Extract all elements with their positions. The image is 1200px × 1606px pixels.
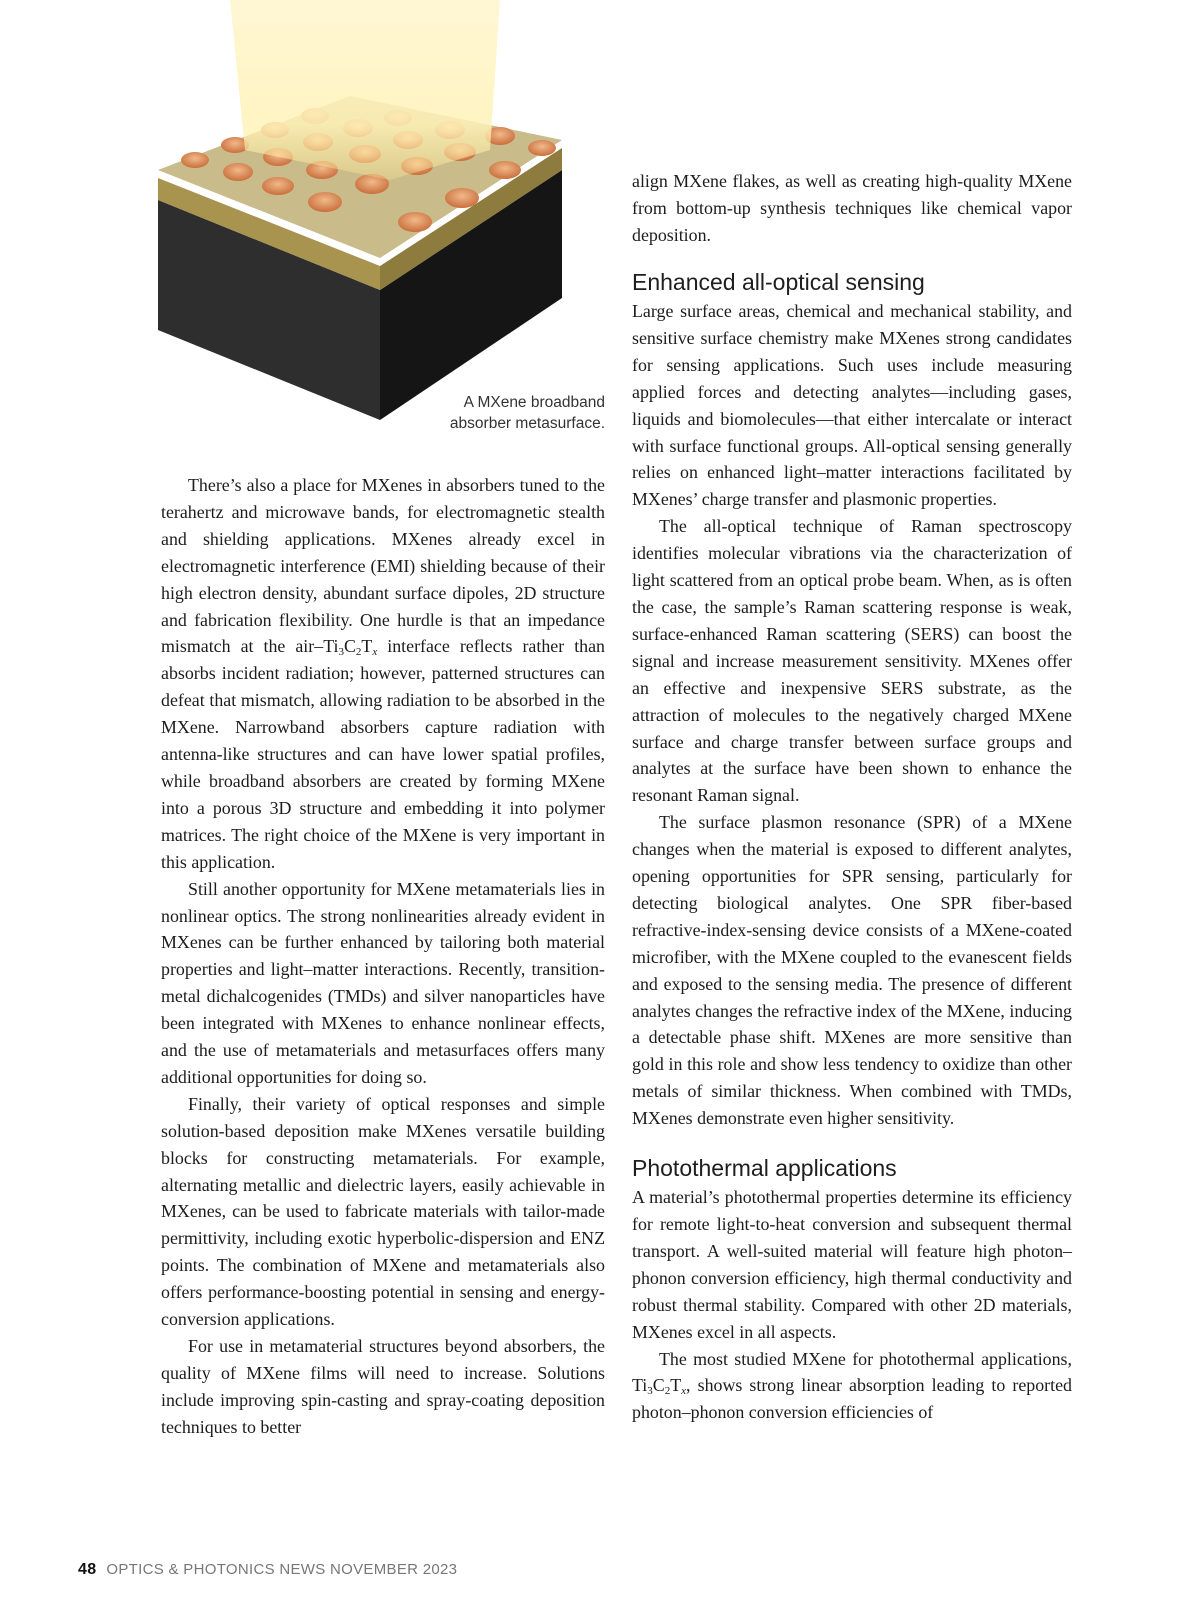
metasurface-figure — [150, 0, 590, 440]
left-paragraph-2: Still another opportunity for MXene metamaterials lies in nonlinear optics. The strong nonlinearities already evident in MXenes can be further enhanced by tailoring both material properties and light–matter interactions. Recently, transition-metal dichalcogenides (TMDs) and silver nanoparticles have been integrated with MXenes to enhance nonlinear effects, and the use of metamaterials and metasurfaces offers many additional opportunities for doing so. — [161, 878, 605, 1087]
left-p1-start: There’s also a place for MXenes in absorbers tuned to the terahertz and microwave bands, for electromagnetic stealth and shielding applications. MXenes already excel in electromagnetic interference (EMI) shielding because of their high electron density, abundant surface dipoles, 2D structure and fabrication flexibility. One hurdle is that an impedance mismatch at the air– — [161, 475, 605, 657]
metasurface-illustration — [150, 0, 590, 440]
figure-caption — [380, 392, 605, 434]
left-paragraph-3: Finally, their variety of optical responses and simple solution-based deposition make MXenes versatile building blocks for constructing metamaterials. For example, alternating metallic and dielectric layers, easily achievable in MXenes, can be used to fabricate materials with tailor-made permittivity, including exotic hyperbolic-dispersion and ENZ points. The combination of MXene and metamaterials also offers performance-boosting potential in sensing and energy-conversion applications. — [161, 1093, 605, 1330]
continuation-paragraph: align MXene flakes, as well as creating high-quality MXene from bottom-up synthesis techniques like chemical vapor deposition. — [632, 171, 1072, 245]
page-number: 48 — [78, 1561, 97, 1578]
sensing-paragraph-3: The surface plasmon resonance (SPR) of a MXene changes when the material is exposed to different analytes, opening opportunities for SPR sensing, particularly for detecting biological analytes. One SPR fiber-based refractive-index-sensing device consists of a MXene-coated microfiber, with the MXene coupled to the evanescent fields and exposed to the sensing media. The presence of different analytes changes the refractive index of the MXene, inducing a detectable phase shift. MXenes are more sensitive than gold in this role and show less tendency to oxidize than other metals of similar thickness. When combined with TMDs, MXenes demonstrate even higher sensitivity. — [632, 812, 1072, 1129]
left-column — [161, 472, 605, 1441]
publication-info: OPTICS & PHOTONICS NEWS NOVEMBER 2023 — [106, 1561, 458, 1578]
right-column-continuation — [632, 168, 1072, 249]
photothermal-paragraph-1: A material’s photothermal properties determine its efficiency for remote light-to-heat conversion and subsequent thermal transport. A well-suited material will feature high photon–phonon conversion efficiency, high thermal conductivity and robust thermal stability. Compared with other 2D materials, MXenes excel in all aspects. — [632, 1187, 1072, 1342]
caption-line-2: absorber metasurface. — [449, 415, 605, 432]
caption-line-1: A MXene broadband — [463, 394, 605, 411]
right-column — [632, 266, 1072, 1426]
left-p1-end: interface reflects rather than absorbs incident radiation; however, patterned structures can defeat that mismatch, allowing radiation to be absorbed in the MXene. Narrowband absorbers capture radiation with antenna-like structures and can have lower spatial profiles, while broadband absorbers are created by forming MXene into a porous 3D structure and embedding it into polymer matrices. The right choice of the MXene is very important in this application. — [161, 636, 605, 872]
formula-ti3c2tx-2: $Ti_3C_2T_x$ — [632, 1375, 687, 1398]
photothermal-paragraph-2: The most studied MXene for photothermal applications, $Ti_3C_2T_x$, shows strong linear absorption leading to reported photon–phonon conversion efficiencies of — [632, 1348, 1072, 1423]
page-footer — [78, 1561, 457, 1579]
left-paragraph-1 — [161, 472, 605, 876]
sensing-paragraph-2: The all-optical technique of Raman spectroscopy identifies molecular vibrations via the characterization of light scattered from an optical probe beam. When, as is often the case, the sample’s Raman scattering response is weak, surface-enhanced Raman scattering (SERS) can boost the signal and increase measurement sensitivity. MXenes offer an effective and inexpensive SERS substrate, as the attraction of molecules to the negatively charged MXene surface and charge transfer between surface groups and analytes at the surface have been shown to enhance the resonant Raman signal. — [632, 516, 1072, 806]
heading-enhanced-sensing: Enhanced all-optical sensing — [632, 269, 925, 295]
light-beam — [230, 0, 500, 180]
heading-photothermal: Photothermal applications — [632, 1155, 897, 1182]
left-paragraph-4: For use in metamaterial structures beyond absorbers, the quality of MXene films will need to increase. Solutions include improving spin-casting and spray-coating deposition techniques to better — [161, 1336, 605, 1437]
formula-ti3c2tx: $Ti_3C_2T_x$ — [323, 636, 378, 659]
sensing-paragraph-1: Large surface areas, chemical and mechanical stability, and sensitive surface chemistry make MXenes strong candidates for sensing applications. Such uses include measuring applied forces and detecting analytes—including gases, liquids and biomolecules—that either intercalate or interact with surface functional groups. All-optical sensing generally relies on enhanced light–matter interactions facilitated by MXenes’ charge transfer and plasmonic properties. — [632, 301, 1072, 510]
